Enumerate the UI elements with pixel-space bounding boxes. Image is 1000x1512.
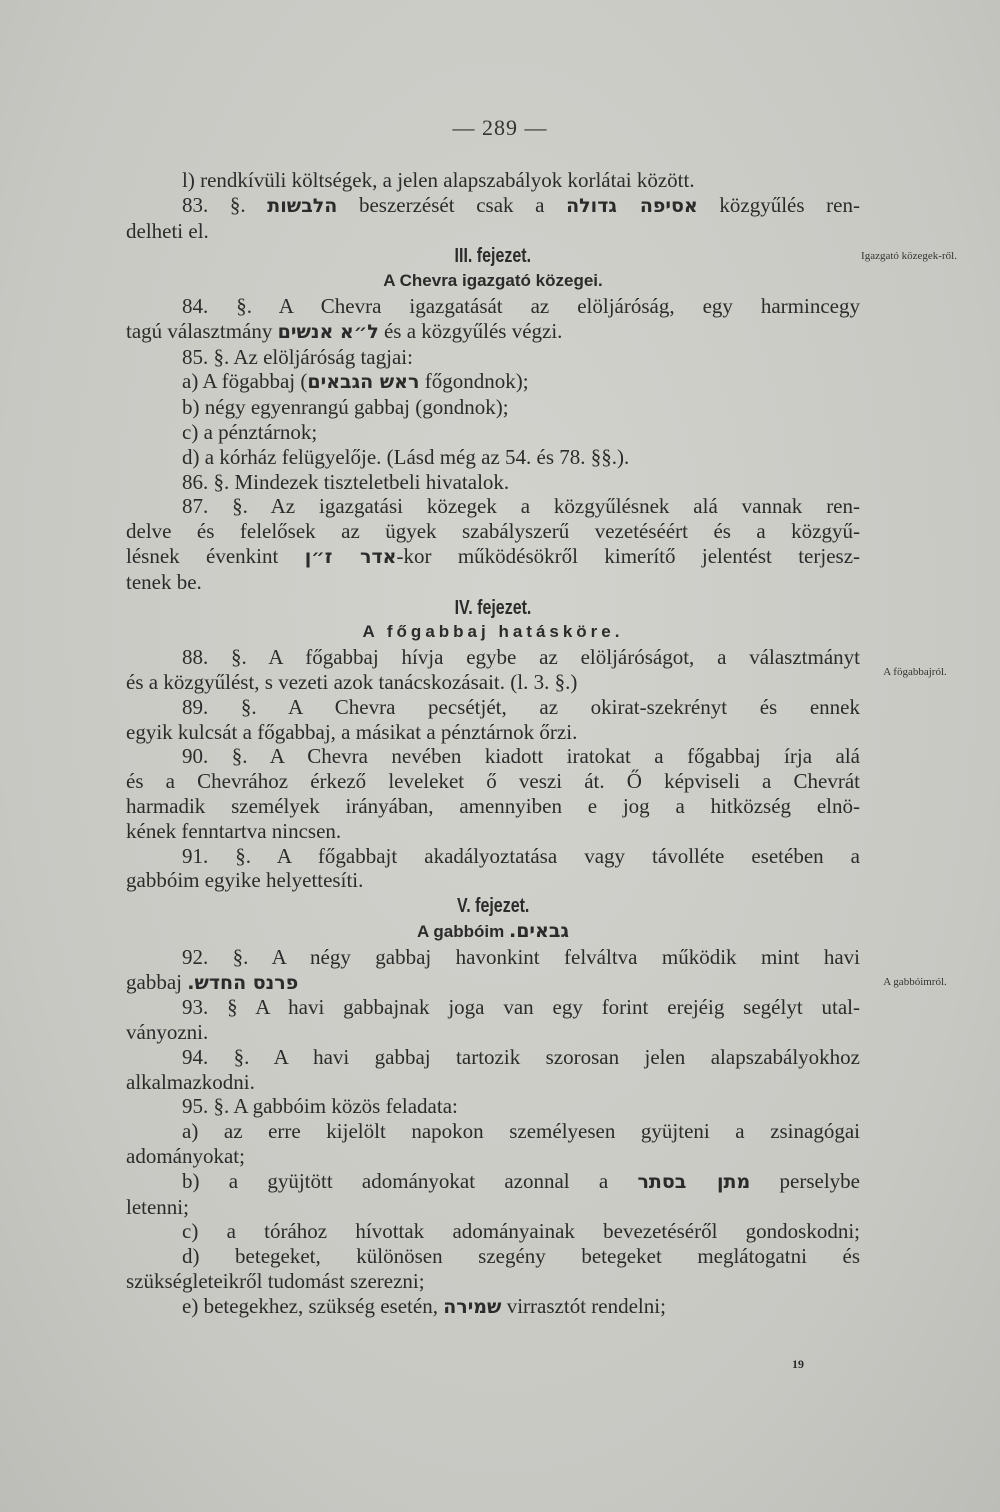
text-line: a) A fögabbaj (ראש הגבאים főgondnok); — [182, 369, 529, 394]
text-line: c) a pénztárnok; — [182, 419, 318, 444]
text-line: 84. §. A Chevra igazgatását az elöljáróság, egy harmincegy — [182, 293, 860, 318]
text-line: delve és felelősek az ügyek szabályszerű vezetéséért és a közgyű- — [126, 519, 860, 544]
text-line: e) betegekhez, szükség esetén, שמירה virrasztót rendelni; — [182, 1293, 666, 1318]
text-line: alkalmazkodni. — [126, 1069, 255, 1094]
text-line: gabbóim egyike helyettesíti. — [126, 868, 364, 893]
text-line: 87. §. Az igazgatási közegek a közgyűlésnek alá vannak ren- — [182, 494, 860, 519]
text-line: letenni; — [126, 1194, 189, 1219]
text-line: egyik kulcsát a főgabbaj, a másikat a pénztárnok őrzi. — [126, 719, 578, 744]
text-line: lésnek évenkint אדר ז״ן-kor működésökről kimerítő jelentést terjesz- — [126, 543, 861, 568]
hebrew-term: אדר ז״ן — [304, 545, 397, 568]
body-text — [126, 168, 860, 1320]
text-line: a) az erre kijelölt napokon személyesen gyüjteni a zsinagógai — [182, 1119, 860, 1144]
text-line: d) a kórház felügyelője. (Lásd még az 54. és 78. §§.). — [182, 444, 630, 469]
text-line: tenek be. — [126, 569, 202, 594]
text-line: 83. §. הלבשות beszerzését csak a אסיפה גדולה közgyűlés ren- — [182, 192, 860, 217]
hebrew-term: גבאים. — [508, 919, 569, 942]
signature-mark: 19 — [792, 1357, 804, 1371]
text-line: gabbaj פרנס החדש. — [126, 969, 299, 994]
text-line: kének fenntartva nincsen. — [126, 818, 342, 843]
hebrew-term: ל״א אנשים — [277, 320, 379, 343]
chapter-heading: III. fejezet. — [454, 245, 532, 268]
text-line: 86. §. Mindezek tiszteletbeli hivatalok. — [182, 469, 510, 494]
text-line: harmadik személyek irányában, amennyiben e jog a hitközség elnö- — [126, 793, 860, 818]
text-line: és a közgyűlést, s vezeti azok tanácskozásait. (l. 3. §.) — [126, 669, 578, 694]
text-line: 94. §. A havi gabbaj tartozik szorosan jelen alapszabályokhoz — [182, 1044, 860, 1069]
text-line: szükségleteikről tudomást szerezni; — [126, 1269, 425, 1294]
chapter-heading: V. fejezet. — [456, 895, 530, 918]
hebrew-term: שמירה — [443, 1295, 502, 1318]
margin-note-igazgato: Igazgató közegek-ről. — [861, 250, 957, 262]
text-line: és a Chevrához érkező leveleket ő veszi át. Ő képviseli a Chevrát — [126, 769, 860, 794]
hebrew-term: מתן בסתר — [637, 1170, 751, 1193]
margin-note-fogabbaj: A fögabbajról. — [883, 666, 947, 678]
text-line: c) a tórához hívottak adományainak bevezetéséről gondoskodni; — [182, 1219, 860, 1244]
hebrew-term: ראש הגבאים — [307, 371, 420, 394]
text-line: delheti el. — [126, 218, 209, 243]
text-line: 85. §. Az elöljáróság tagjai: — [182, 344, 413, 369]
chapter-title: A gabbóim גבאים. — [417, 919, 569, 942]
text-line: 88. §. A főgabbaj hívja egybe az elöljáróságot, a választmányt — [182, 645, 860, 670]
hebrew-term: אסיפה גדולה — [566, 194, 698, 217]
hebrew-term: הלבשות — [267, 194, 338, 217]
chapter-title: A Chevra igazgató közegei. — [383, 271, 603, 291]
text-line: 95. §. A gabbóim közös feladata: — [182, 1094, 458, 1119]
text-line: 90. §. A Chevra nevében kiadott iratokat a főgabbaj írja alá — [182, 744, 860, 769]
chapter-title: A főgabbaj hatásköre. — [362, 622, 624, 642]
text-line: ványozni. — [126, 1020, 209, 1045]
text-line: b) négy egyenrangú gabbaj (gondnok); — [182, 395, 509, 420]
hebrew-term: פרנס החדש. — [187, 971, 299, 994]
text-line: 91. §. A főgabbajt akadályoztatása vagy távolléte esetében a — [182, 843, 860, 868]
page-number: — 289 — — [452, 115, 548, 140]
text-line: adományokat; — [126, 1144, 245, 1169]
text-line: d) betegeket, különösen szegény betegeket meglátogatni és — [182, 1244, 860, 1269]
chapter-heading: IV. fejezet. — [454, 596, 532, 619]
text-line: tagú választmány ל״א אנשים és a közgyűlés végzi. — [126, 318, 563, 343]
text-line: 92. §. A négy gabbaj havonkint felváltva működik mint havi — [182, 944, 860, 969]
text-line: 93. § A havi gabbajnak joga van egy forint erejéig segélyt utal- — [182, 995, 860, 1020]
text-line: b) a gyüjtött adományokat azonnal a מתן בסתר perselybe — [182, 1168, 860, 1193]
text-line: 89. §. A Chevra pecsétjét, az okirat-szekrényt és ennek — [182, 694, 860, 719]
text-line: l) rendkívüli költségek, a jelen alapszabályok korlátai között. — [182, 168, 695, 192]
margin-note-gabboim: A gabbóimról. — [883, 976, 947, 988]
